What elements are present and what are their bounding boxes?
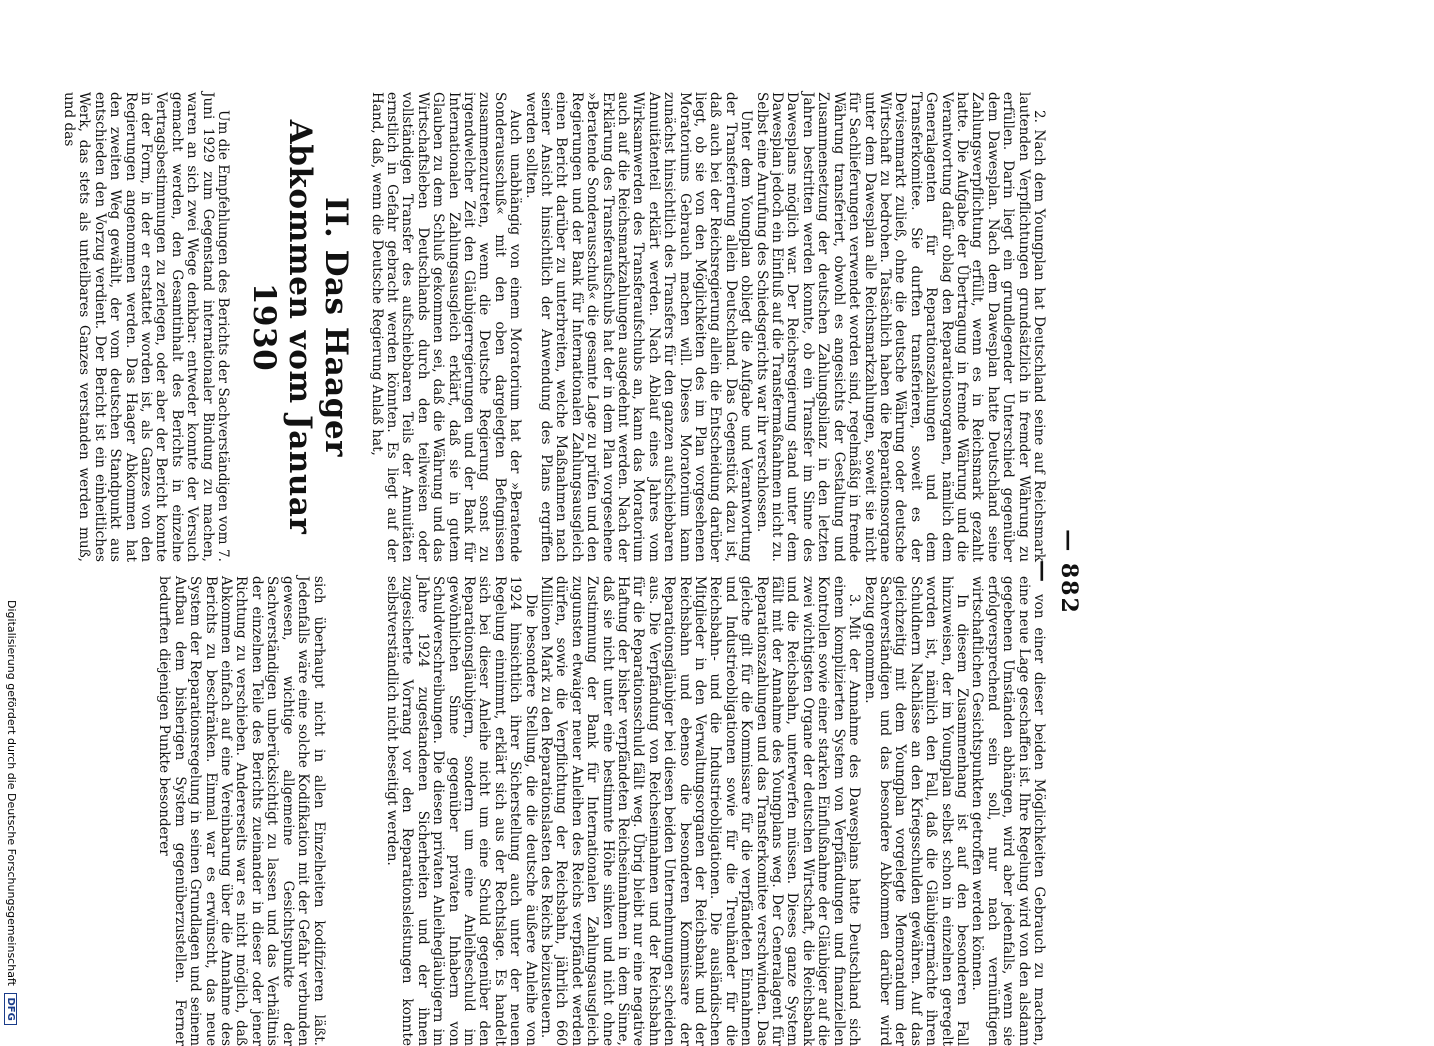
paragraph: Auch unabhängig von einem Moratorium hat der »Beratende Sonderausschuß« mit den oben dargelegten Befugnissen zusammenzutreten, wenn die Deutsche Regierung sonst zu irgendwelcher Zeit den Gläubigerregierungen und der Bank für Internationalen Zahlungsausgleich erklärt, daß sie in gutem Glauben zu dem Schluß gekommen sei, daß die Währung und das Wirtschaftsleben Deutschlands durch den teilweisen oder vollständigen Transfer des aufschiebbaren Teils der Annuitäten ernstlich in Gefahr gebracht werden könnten. Es liegt auf der Hand, daß, wenn die Deutsche Regierung Anlaß hat, <box>368 92 524 562</box>
section-heading: II. Das Haager Abkommen vom Januar 1930 <box>246 119 355 535</box>
digitization-credit <box>0 0 18 1021</box>
paragraph: Die besondere Stellung, die die deutsche äußere Anleihe von 1924 hinsichtlich ihrer Sicherstellung auch unter der neuen Regelung einnimmt, erklärt sich aus der Rechtslage. Es handelt sich bei dieser Anleihe nicht um eine Schuld gegenüber den Reparationsgläubigern, sondern um eine Anleiheschuld im gewöhnlichen Sinne gegenüber privaten Inhabern von Schuldverschreibungen. Die diesen privaten Anleihegläubigern im Jahre 1924 zugestandenen Sicherheiten und der ihnen zugesicherte Vorrang vor den Reparationsleistungen konnte selbstverständlich nicht beseitigt werden. <box>383 576 539 1046</box>
credit-text: Digitalisierung gefördert durch die Deutsche Forschungsgemeinschaft <box>5 600 18 986</box>
page-number: — 882 — <box>1030 529 1082 615</box>
paragraph: Unter dem Youngplan obliegt die Aufgabe und Verantwortung der Transferierung allein Deutschland. Das Gegenstück dazu ist, daß auch bei der Reichsregierung allein die Entscheidung darüber liegt, ob sie von den Möglichkeiten des im Plan vorgesehenen Moratoriums Gebrauch machen will. Dieses Moratorium kann zunächst hinsichtlich des Transfers für den ganzen aufschiebbaren Annuitätenteil erklärt werden. Nach Ablauf eines Jahres vom Wirksamwerden des Transferaufschubs an, kann das Moratorium auch auf die Reichsmarkzahlungen ausgedehnt werden. Nach der Erklärung des Transferaufschubs hat der in dem Plan vorgesehene »Beratende Sonderausschuß« die gesamte Lage zu prüfen und den Regierungen und der Bank für Internationalen Zahlungsausgleich einen Bericht darüber zu unterbreiten, welche Maßnahmen nach seiner Ansicht hinsichtlich der Anwendung des Plans ergriffen werden sollten. <box>522 92 755 562</box>
paragraph: Um die Empfehlungen des Berichts der Sachverständigen vom 7. Juni 1929 zum Gegenstand internationaler Bindung zu machen, waren an sich zwei Wege denkbar: entweder konnte der Versuch gemacht werden, den Gesamtinhalt des Berichts in einzelne Vertragsbestimmungen zu zerlegen, oder aber der Bericht konnte in der Form, in der er erstattet worden ist, als Ganzes von den Regierungen angenommen werden. Das Haager Abkommen hat den zweiten Weg gewählt, der vom deutschen Standpunkt aus entschieden den Vorzug verdient. Der Bericht ist ein einheitliches Werk, das stets als unteilbares Ganzes verstanden werden muß, und das <box>61 92 232 562</box>
paragraph: 2. Nach dem Youngplan hat Deutschland seine auf Reichsmark lautenden Verpflichtungen grundsätzlich in fremder Währung zu erfüllen. Darin liegt ein grundlegender Unterschied gegenüber dem Dawesplan. Nach dem Dawesplan hatte Deutschland seine Zahlungsverpflichtung erfüllt, wenn es in Reichsmark gezahlt hatte. Die Aufgabe der Übertragung in fremde Währung und die Verantwortung dafür oblag den Reparationsorganen, nämlich dem Generalagenten für Reparationszahlungen und dem Transferkomitee. Sie durften transferieren, soweit es der Devisenmarkt zuließ, ohne die deutsche Währung oder deutsche Wirtschaft zu bedrohen. Tatsächlich haben die Reparationsorgane unter dem Dawesplan alle Reichsmarkzahlungen, soweit sie nicht für Sachlieferungen verwendet worden sind, regelmäßig in fremde Währung transferiert, obwohl es angesichts der Gestaltung und Zusammensetzung der deutschen Zahlungsbilanz in den letzten Jahren bestritten werden konnte, ob ein Transfer im Sinne des Dawesplans möglich war. Der Reichsregierung stand unter dem Dawesplan jedoch ein Einfluß auf die Transfermaßnahmen nicht zu. Selbst eine Anrufung des Schiedsgerichts war ihr verschlossen. <box>753 92 1047 562</box>
paragraph: von einer dieser beiden Möglichkeiten Gebrauch zu machen, eine neue Lage geschaffen ist. Ihre Regelung wird von den alsdann gegebenen Umständen abhängen, wird aber jedenfalls, wenn sie erfolgversprechend sein soll, nur nach vernünftigen wirtschaftlichen Gesichtspunkten getroffen werden können. <box>969 576 1047 1046</box>
paragraph: In diesem Zusammenhang ist auf den besonderen Fall hinzuweisen, der im Youngplan selbst schon in einzelnen geregelt worden ist, nämlich den Fall, daß die Gläubigermächte ihren Schuldnern Nachlässe an den Kriegsschulden gewähren. Auf das gleichzeitig mit dem Youngplan vorgelegte Memorandum der Sachverständigen und das besondere Abkommen darüber wird Bezug genommen. <box>861 576 970 1046</box>
scanned-page-lower <box>0 92 1082 1046</box>
paragraph: sich überhaupt nicht in allen Einzelheiten kodifizieren läßt. Jedenfalls wäre eine solche Kodifikation mit der Gefahr verbunden gewesen, wichtige allgemeine Gesichtspunkte der Sachverständigen unberücksichtigt zu lassen und das Verhältnis der einzelnen Teile des Berichts zueinander in dieser oder jener Richtung zu verschieben. Andererseits war es nicht möglich, daß Abkommen einfach auf eine Vereinbarung über die Annahme des Berichts zu beschränken. Einmal war es erwünscht, das neue System der Reparationsregelung in seinen Grundlagen und seinem Aufbau dem bisherigen System gegenüberzustellen. Ferner bedurften diejenigen Punkte besonderer <box>156 576 327 1046</box>
paragraph: 3. Mit der Annahme des Dawesplans hatte Deutschland sich einem komplizierten System von Verpfändungen und finanziellen Kontrollen sowie einer starken Einflußnahme der Gläubiger auf die zwei wichtigsten Organe der deutschen Wirtschaft, die Reichsbank und die Reichsbahn, unterwerfen müssen. Dieses ganze System fällt mit der Annahme des Youngplans weg. Der Generalagent für Reparationszahlungen und das Transferkomitee verschwinden. Das gleiche gilt für die Kommissare für die verpfändeten Einnahmen und Industrieobligationen sowie für die Treuhänder für die Reichsbahn- und die Industrieobligationen. Die ausländischen Mitglieder in den Verwaltungsorganen der Reichsbank und der Reichsbahn und ebenso die besonderen Kommissare der Reparationsgläubiger bei diesen beiden Unternehmungen scheiden aus. Die Verpfändung von Reichseinnahmen und der Reichsbahn für die Reparationsschuld fällt weg. Übrig bleibt nur eine negative Haftung der bisher verpfändeten Reichseinnahmen in dem Sinne, daß sie nicht unter eine bestimmte Höhe sinken und nicht ohne Zustimmung der Bank für Internationalen Zahlungsausgleich zugunsten etwaiger neuer Anleihen des Reichs verpfändet werden dürfen, sowie die Verpflichtung der Reichsbahn, jährlich 660 Millionen Mark zu den Reparationslasten des Reichs beizusteuern. <box>538 576 863 1046</box>
dfg-logo: DFG <box>4 993 17 1024</box>
